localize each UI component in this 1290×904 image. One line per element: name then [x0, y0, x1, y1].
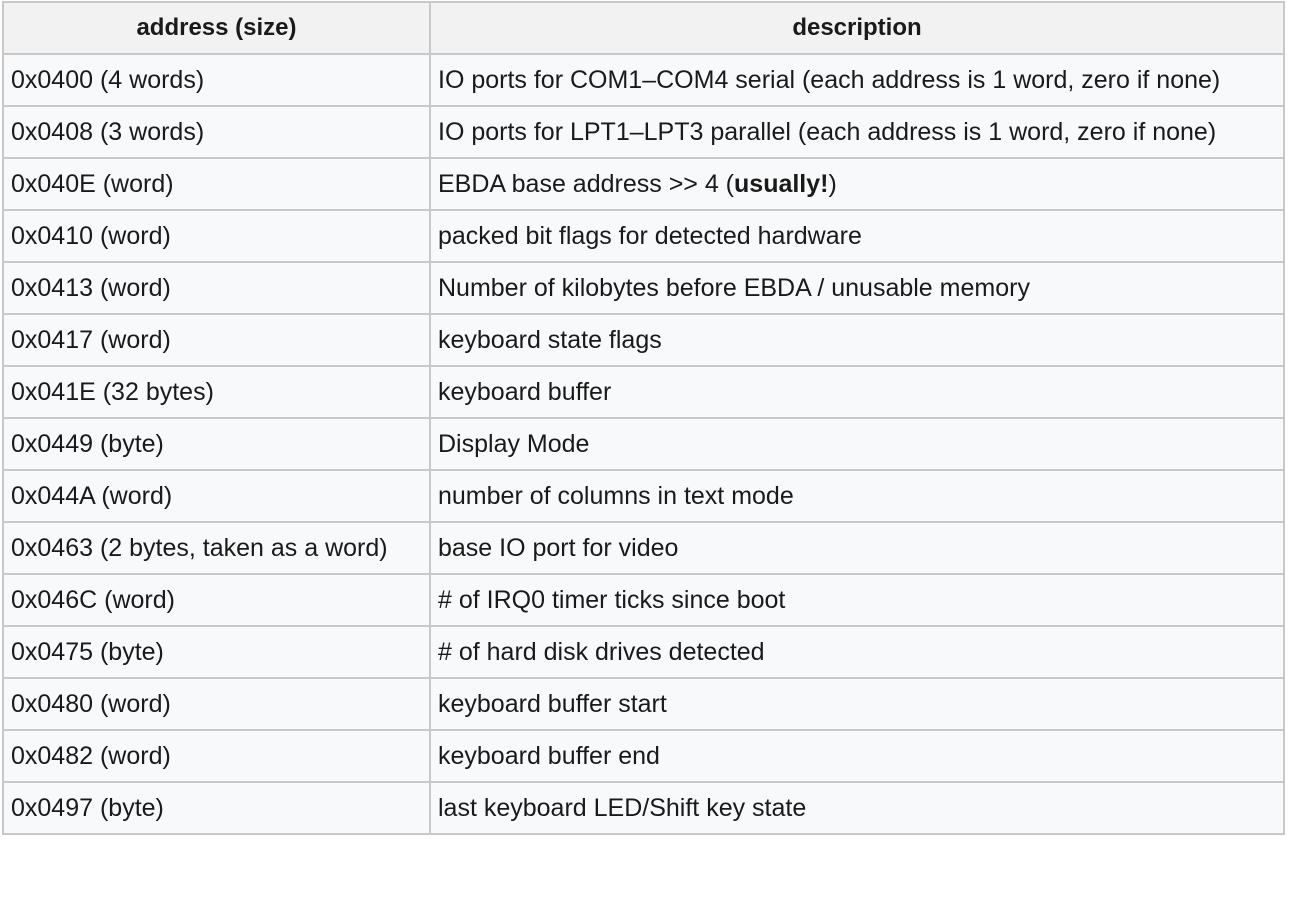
- description-cell: number of columns in text mode: [430, 470, 1284, 522]
- description-text: ): [828, 169, 837, 198]
- table-row: [3, 522, 1284, 574]
- table-row: [3, 574, 1284, 626]
- description-cell: base IO port for video: [430, 522, 1284, 574]
- description-text: EBDA base address >> 4 (: [438, 169, 735, 198]
- table-row: [3, 678, 1284, 730]
- table-row: [3, 418, 1284, 470]
- header-address: address (size): [3, 2, 430, 54]
- emphasis-text: usually!: [734, 169, 829, 198]
- description-cell: keyboard state flags: [430, 314, 1284, 366]
- address-cell: 0x0410 (word): [3, 210, 430, 262]
- address-cell: 0x0482 (word): [3, 730, 430, 782]
- address-cell: 0x0475 (byte): [3, 626, 430, 678]
- address-cell: 0x041E (32 bytes): [3, 366, 430, 418]
- table-row: [3, 54, 1284, 106]
- table-header-row: [3, 2, 1284, 54]
- description-cell: keyboard buffer start: [430, 678, 1284, 730]
- address-cell: 0x0413 (word): [3, 262, 430, 314]
- table-row: [3, 470, 1284, 522]
- description-cell: IO ports for COM1–COM4 serial (each address is 1 word, zero if none): [430, 54, 1284, 106]
- table-row: [3, 314, 1284, 366]
- description-cell: # of IRQ0 timer ticks since boot: [430, 574, 1284, 626]
- header-description: description: [430, 2, 1284, 54]
- table-row: [3, 366, 1284, 418]
- address-cell: 0x0463 (2 bytes, taken as a word): [3, 522, 430, 574]
- bios-data-area-table-wrapper: [2, 1, 1285, 835]
- address-cell: 0x0417 (word): [3, 314, 430, 366]
- address-cell: 0x0480 (word): [3, 678, 430, 730]
- table-row: [3, 210, 1284, 262]
- description-cell: IO ports for LPT1–LPT3 parallel (each address is 1 word, zero if none): [430, 106, 1284, 158]
- table-row: [3, 262, 1284, 314]
- table-row: [3, 626, 1284, 678]
- description-cell: # of hard disk drives detected: [430, 626, 1284, 678]
- address-cell: 0x0449 (byte): [3, 418, 430, 470]
- table-row: [3, 106, 1284, 158]
- address-cell: 0x0408 (3 words): [3, 106, 430, 158]
- table-row: [3, 782, 1284, 834]
- table-row: [3, 730, 1284, 782]
- description-cell: [430, 158, 1284, 210]
- address-cell: 0x0497 (byte): [3, 782, 430, 834]
- description-cell: Display Mode: [430, 418, 1284, 470]
- description-cell: Number of kilobytes before EBDA / unusable memory: [430, 262, 1284, 314]
- description-cell: packed bit flags for detected hardware: [430, 210, 1284, 262]
- bios-data-area-table: [2, 1, 1285, 835]
- description-cell: keyboard buffer end: [430, 730, 1284, 782]
- table-row: [3, 158, 1284, 210]
- address-cell: 0x046C (word): [3, 574, 430, 626]
- description-cell: last keyboard LED/Shift key state: [430, 782, 1284, 834]
- address-cell: 0x0400 (4 words): [3, 54, 430, 106]
- address-cell: 0x044A (word): [3, 470, 430, 522]
- address-cell: 0x040E (word): [3, 158, 430, 210]
- description-cell: keyboard buffer: [430, 366, 1284, 418]
